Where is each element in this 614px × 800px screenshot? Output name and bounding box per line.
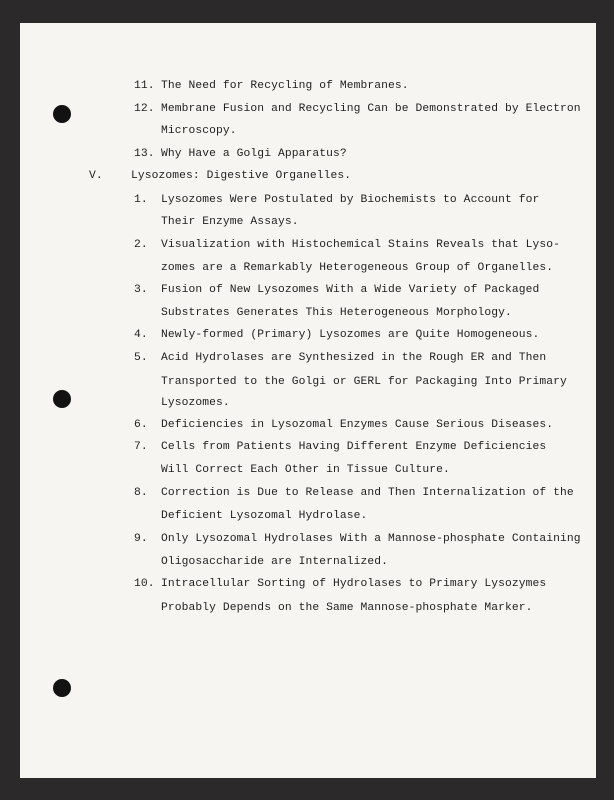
binder-hole-middle xyxy=(53,390,71,408)
item-number: 6. xyxy=(134,419,148,431)
item-number: 10. xyxy=(134,578,155,590)
document-page xyxy=(20,23,596,778)
item-text: Deficient Lysozomal Hydrolase. xyxy=(161,510,368,522)
item-text: Deficiencies in Lysozomal Enzymes Cause Serious Diseases. xyxy=(161,419,554,431)
item-text: Newly-formed (Primary) Lysozomes are Quite Homogeneous. xyxy=(161,329,540,341)
item-text: Lysozomes Were Postulated by Biochemists to Account for xyxy=(161,194,540,206)
item-text: Acid Hydrolases are Synthesized in the Rough ER and Then xyxy=(161,352,547,364)
item-text: Lysozomes. xyxy=(161,397,230,409)
item-number: 4. xyxy=(134,329,148,341)
item-text: Transported to the Golgi or GERL for Packaging Into Primary xyxy=(161,376,567,388)
item-text: Microscopy. xyxy=(161,125,237,137)
item-text: Only Lysozomal Hydrolases With a Mannose-phosphate Containing xyxy=(161,533,581,545)
item-number: 7. xyxy=(134,441,148,453)
item-text: Fusion of New Lysozomes With a Wide Variety of Packaged xyxy=(161,284,540,296)
item-text: The Need for Recycling of Membranes. xyxy=(161,80,409,92)
item-number: 8. xyxy=(134,487,148,499)
item-number: 11. xyxy=(134,80,155,92)
section-title: Lysozomes: Digestive Organelles. xyxy=(131,170,352,182)
binder-hole-bottom xyxy=(53,679,71,697)
item-text: Correction is Due to Release and Then Internalization of the xyxy=(161,487,574,499)
item-text: Oligosaccharide are Internalized. xyxy=(161,556,389,568)
item-number: 12. xyxy=(134,103,155,115)
item-text: Substrates Generates This Heterogeneous Morphology. xyxy=(161,307,512,319)
item-number: 9. xyxy=(134,533,148,545)
item-text: Why Have a Golgi Apparatus? xyxy=(161,148,347,160)
item-number: 13. xyxy=(134,148,155,160)
item-text: zomes are a Remarkably Heterogeneous Group of Organelles. xyxy=(161,262,554,274)
item-text: Cells from Patients Having Different Enzyme Deficiencies xyxy=(161,441,547,453)
item-text: Will Correct Each Other in Tissue Culture. xyxy=(161,464,450,476)
item-number: 2. xyxy=(134,239,148,251)
item-text: Intracellular Sorting of Hydrolases to Primary Lysozymes xyxy=(161,578,547,590)
binder-hole-top xyxy=(53,105,71,123)
item-text: Their Enzyme Assays. xyxy=(161,216,299,228)
item-text: Membrane Fusion and Recycling Can be Demonstrated by Electron xyxy=(161,103,581,115)
section-numeral: V. xyxy=(89,170,103,182)
item-number: 3. xyxy=(134,284,148,296)
item-number: 1. xyxy=(134,194,148,206)
item-number: 5. xyxy=(134,352,148,364)
item-text: Probably Depends on the Same Mannose-phosphate Marker. xyxy=(161,602,533,614)
item-text: Visualization with Histochemical Stains Reveals that Lyso- xyxy=(161,239,560,251)
